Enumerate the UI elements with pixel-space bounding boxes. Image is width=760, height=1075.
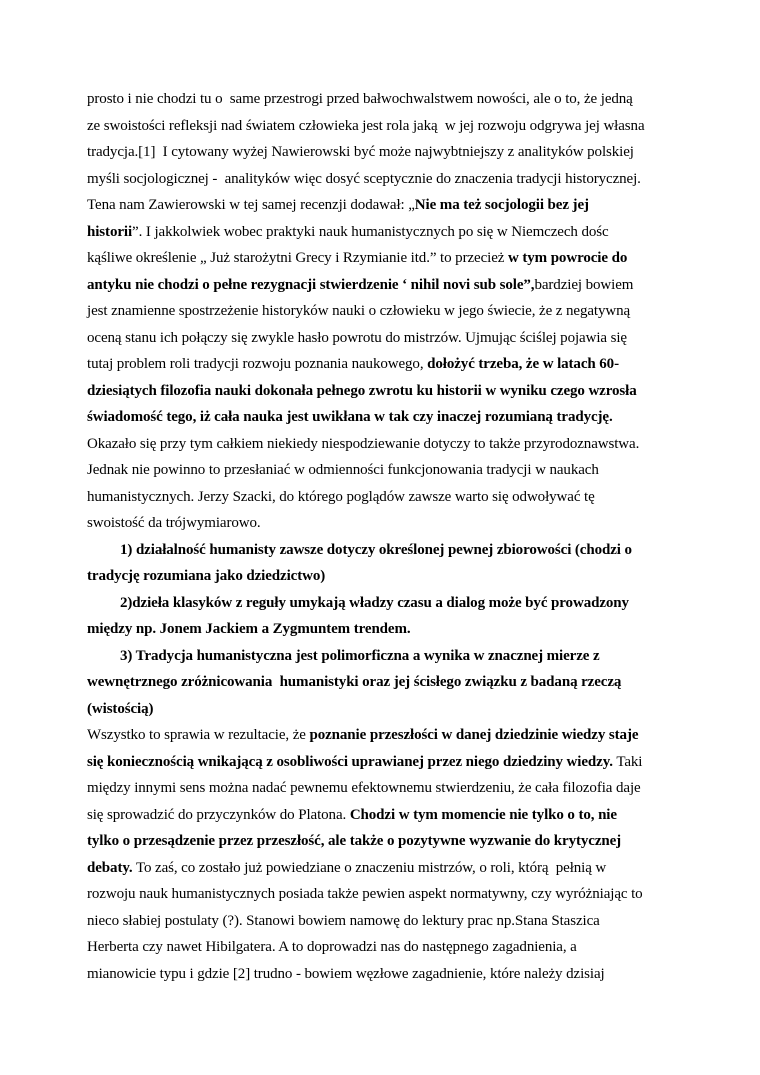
bold-text-run: tylko o przesądzenie przez przeszłość, ale także o pozytywne wyzwanie do krytycznej — [87, 833, 622, 849]
bold-text-run: 3) Tradycja humanistyczna jest polimorficzna a wynika w znacznej mierze z — [120, 647, 600, 664]
bold-text-run: debaty. — [87, 859, 133, 876]
text-line — [87, 908, 677, 935]
document-text — [87, 86, 677, 987]
text-run: myśli socjologicznej - analityków więc dosyć sceptycznie do znaczenia tradycji historycznej. — [87, 170, 641, 187]
text-line — [87, 802, 677, 829]
text-line — [87, 219, 677, 246]
text-line — [87, 325, 677, 352]
text-line — [87, 643, 677, 670]
text-run: ”. I jakkolwiek wobec praktyki nauk humanistycznych po się w Niemczech dośc — [132, 223, 609, 240]
text-run: Taki — [612, 753, 643, 770]
text-line — [87, 775, 677, 802]
text-line — [87, 272, 677, 299]
text-line — [87, 166, 677, 193]
bold-text-run: (wistością) — [87, 700, 154, 717]
text-line — [87, 431, 677, 458]
text-line — [87, 669, 677, 696]
text-line — [87, 457, 677, 484]
text-line — [87, 404, 677, 431]
text-run: tradycja.[1] I cytowany wyżej Nawierowski być może najwybtniejszy z analityków polskiej — [87, 144, 634, 160]
text-line — [87, 86, 677, 113]
text-run: Tena nam Zawierowski w tej samej recenzji dodawał: „ — [87, 197, 415, 213]
text-line — [87, 378, 677, 405]
bold-text-run: między np. Jonem Jackiem a Zygmuntem trendem. — [87, 621, 411, 637]
bold-text-run: wewnętrznego zróżnicowania humanistyki oraz jej ścisłego związku z badaną rzeczą — [87, 674, 622, 690]
bold-text-run: 1) działalność humanisty zawsze dotyczy określonej pewnej zbiorowości (chodzi o — [120, 541, 632, 558]
text-line — [87, 961, 677, 988]
text-line — [87, 828, 677, 855]
text-run: kąśliwe określenie „ Już starożytni Grecy i Rzymianie itd.” to przecież — [87, 250, 508, 266]
text-line — [87, 139, 677, 166]
bold-text-run: Chodzi w tym momencie nie tylko o to, nie — [349, 806, 617, 823]
text-line — [87, 881, 677, 908]
text-run: humanistycznych. Jerzy Szacki, do którego poglądów zawsze warto się odwoływać tę — [87, 488, 595, 505]
text-line — [87, 722, 677, 749]
bold-text-run: tradycję rozumiana jako dziedzictwo) — [87, 568, 326, 584]
text-line — [87, 484, 677, 511]
text-line — [87, 590, 677, 617]
text-run: rozwoju nauk humanistycznych posiada także pewien aspekt normatywny, czy wyróżniając to — [87, 886, 643, 902]
text-run: ze swoistości refleksji nad światem człowieka jest rola jaką w jej rozwoju odgrywa jej własna — [87, 117, 645, 134]
text-line — [87, 298, 677, 325]
text-run: Jednak nie powinno to przesłaniać w odmienności funkcjonowania tradycji w naukach — [87, 462, 599, 478]
text-line — [87, 616, 677, 643]
bold-text-run: 2)dzieła klasyków z reguły umykają władzy czasu a dialog może być prowadzony — [120, 594, 629, 611]
text-run: się sprowadzić do przyczynków do Platona. — [87, 806, 350, 823]
text-line — [87, 749, 677, 776]
text-run: mianowicie typu i gdzie [2] trudno - bowiem węzłowe zagadnienie, które należy dzisiaj — [87, 965, 605, 982]
text-line — [87, 245, 677, 272]
text-run: Okazało się przy tym całkiem niekiedy niespodziewanie dotyczy to także przyrodoznawstwa. — [87, 435, 640, 452]
bold-text-run: świadomość tego, iż cała nauka jest uwikłana w tak czy inaczej rozumianą tradycję. — [87, 409, 613, 425]
bold-text-run: dołożyć trzeba, że w latach 60- — [427, 356, 619, 372]
text-run: Wszystko to sprawia w rezultacie, że — [87, 727, 310, 743]
bold-text-run: dziesiątych filozofia nauki dokonała pełnego zwrotu ku historii w wyniku czego wzrosła — [87, 382, 637, 399]
text-line — [87, 537, 677, 564]
text-line — [87, 563, 677, 590]
text-run: oceną stanu ich połączy się zwykle hasło powrotu do mistrzów. Ujmując ściślej pojawia się — [87, 329, 627, 346]
text-run: nieco słabiej postulaty (?). Stanowi bowiem namowę do lektury prac np.Stana Staszica — [87, 912, 600, 929]
bold-text-run: historii — [87, 223, 133, 240]
text-run: bardziej bowiem — [534, 276, 634, 293]
text-line — [87, 855, 677, 882]
text-line — [87, 696, 677, 723]
bold-text-run: antyku nie chodzi o pełne rezygnacji stwierdzenie ‘ nihil novi sub sole”, — [87, 276, 535, 293]
bold-text-run: się koniecznością wnikającą z osobliwości uprawianej przez niego dziedziny wiedzy. — [87, 753, 613, 770]
text-run: tutaj problem roli tradycji rozwoju poznania naukowego, — [87, 356, 428, 372]
text-line — [87, 113, 677, 140]
text-line — [87, 510, 677, 537]
text-run: między innymi sens można nadać pewnemu efektownemu stwierdzeniu, że cała filozofia daje — [87, 780, 641, 796]
text-line — [87, 934, 677, 961]
text-run: swoistość da trójwymiarowo. — [87, 515, 261, 531]
text-run: Herberta czy nawet Hibilgatera. A to doprowadzi nas do następnego zagadnienia, a — [87, 939, 577, 955]
bold-text-run: poznanie przeszłości w danej dziedzinie wiedzy staje — [309, 727, 639, 743]
text-line — [87, 192, 677, 219]
bold-text-run: Nie ma też socjologii bez jej — [414, 197, 589, 213]
text-run: prosto i nie chodzi tu o same przestrogi przed bałwochwalstwem nowości, ale o to, że jedną — [87, 91, 633, 107]
text-run: To zaś, co zostało już powiedziane o znaczeniu mistrzów, o roli, którą pełnią w — [132, 859, 607, 876]
text-run: jest znamienne spostrzeżenie historyków nauki o człowieku w jego świecie, że z negatywną — [87, 303, 631, 319]
bold-text-run: w tym powrocie do — [507, 250, 628, 266]
text-line — [87, 351, 677, 378]
